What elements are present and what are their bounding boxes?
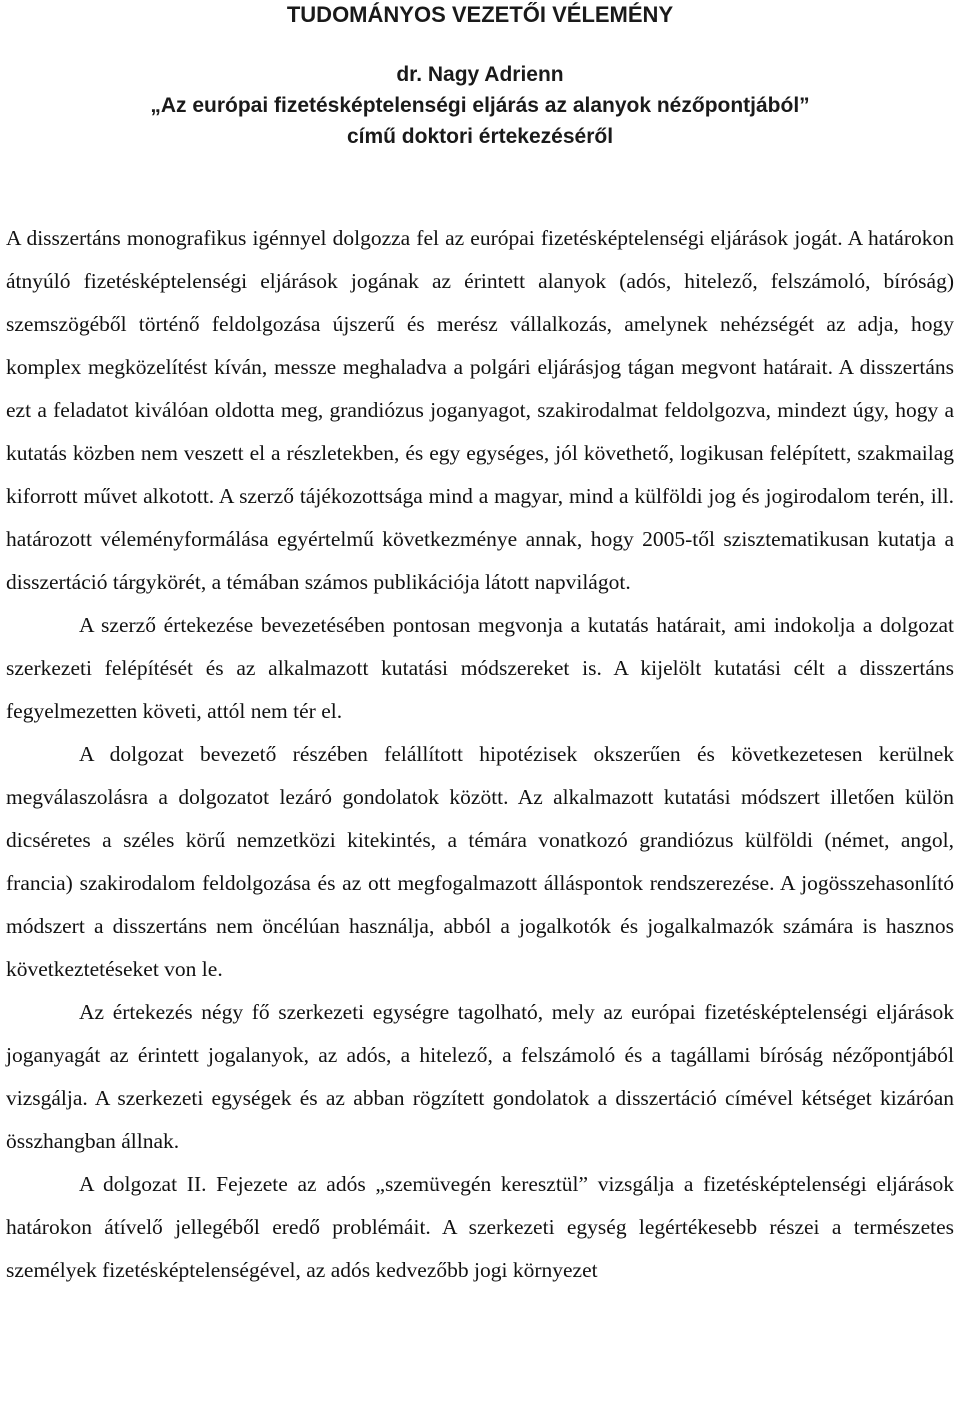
work-subtitle: című doktori értekezéséről [346, 125, 614, 148]
work-title: „Az európai fizetésképtelenségi eljárás az alanyok nézőpontjából” [150, 94, 810, 117]
document-title: TUDOMÁNYOS VEZETŐI VÉLEMÉNY [286, 2, 674, 27]
paragraph-5: A dolgozat II. Fejezete az adós „szemüvegén keresztül” vizsgálja a fizetésképtelenségi eljárások határokon átívelő jellegéből eredő problémáit. A szerkezeti egység legértékesebb részei a természetes személyek fizetésképtelenségével, az adós kedvezőbb jogi környezet [6, 1172, 954, 1282]
paragraph-3: A dolgozat bevezető részében felállított hipotézisek okszerűen és következetesen kerülnek megválaszolásra a dolgozatot lezáró gondolatok között. Az alkalmazott kutatási módszert illetően külön dicséretes a széles körű nemzetközi kitekintés, a témára vonatkozó grandiózus külföldi (német, angol, francia) szakirodalom feldolgozása és az ott megfogalmazott álláspontok rendszerezése. A jogösszehasonlító módszert a disszertáns nem öncélúan használja, abból a jogalkotók és jogalkalmazók számára is hasznos következtetéseket von le. [6, 742, 954, 981]
document-body [6, 217, 954, 1292]
author-name: dr. Nagy Adrienn [396, 63, 564, 86]
document-page [6, 0, 954, 1292]
paragraph-4: Az értekezés négy fő szerkezeti egységre tagolható, mely az európai fizetésképtelenségi eljárások joganyagát az érintett jogalanyok, az adós, a hitelező, a felszámoló és a tagállami bíróság nézőpontjából vizsgálja. A szerkezeti egységek és az abban rögzített gondolatok a disszertáció címével kétséget kizáróan összhangban állnak. [6, 1000, 954, 1153]
paragraph-1: A disszertáns monografikus igénnyel dolgozza fel az európai fizetésképtelenségi eljárások jogát. A határokon átnyúló fizetésképtelenségi eljárások jogának az érintett alanyok (adós, hitelező, felszámoló, bíróság) szemszögéből történő feldolgozása újszerű és merész vállalkozás, amelynek nehézségét az adja, hogy komplex megközelítést kíván, messze meghaladva a polgári eljárásjog tágan megvont határait. A disszertáns ezt a feladatot kiválóan oldotta meg, grandiózus joganyagot, szakirodalmat feldolgozva, mindezt úgy, hogy a kutatás közben nem veszett el a részletekben, és egy egységes, jól követhető, logikusan felépített, szakmailag kiforrott művet alkotott. A szerző tájékozottsága mind a magyar, mind a külföldi jog és jogirodalom terén, ill. határozott véleményformálása egyértelmű következménye annak, hogy 2005-től szisztematikusan kutatja a disszertáció tárgykörét, a témában számos publikációja látott napvilágot. [6, 226, 954, 594]
paragraph-2: A szerző értekezése bevezetésében pontosan megvonja a kutatás határait, ami indokolja a dolgozat szerkezeti felépítését és az alkalmazott kutatási módszereket is. A kijelölt kutatási célt a disszertáns fegyelmezetten követi, attól nem tér el. [6, 613, 954, 723]
